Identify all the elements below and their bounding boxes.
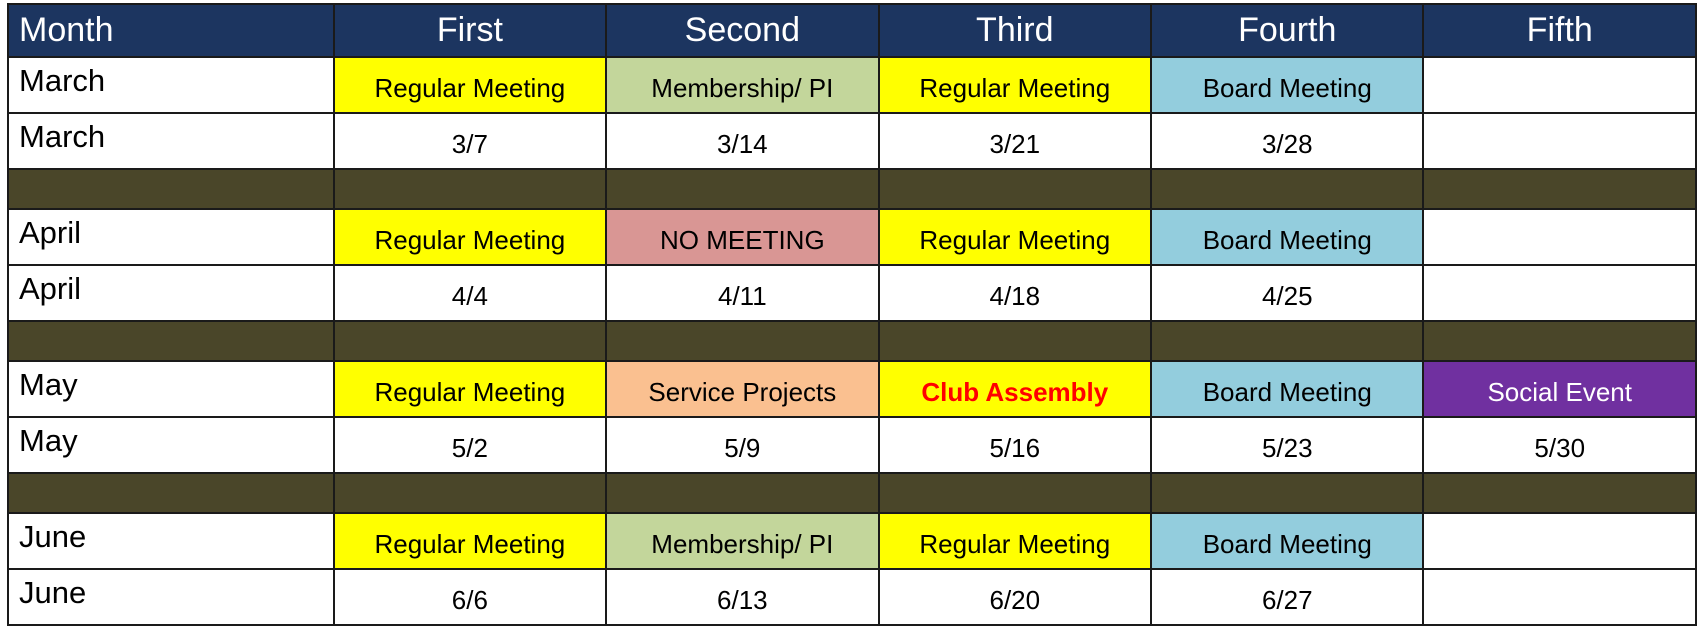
event-cell: Regular Meeting: [879, 209, 1151, 265]
date-cell: 3/28: [1151, 113, 1423, 169]
separator-cell: [1423, 169, 1696, 209]
date-cell: [1423, 113, 1696, 169]
event-cell: Social Event: [1423, 361, 1696, 417]
event-cell: Membership/ PI: [606, 57, 878, 113]
date-cell: 3/14: [606, 113, 878, 169]
date-cell: 3/21: [879, 113, 1151, 169]
date-cell: 6/13: [606, 569, 878, 625]
separator-cell: [334, 321, 606, 361]
date-cell: 5/9: [606, 417, 878, 473]
event-cell-highlight: Club Assembly: [879, 361, 1151, 417]
header-week-second: Second: [606, 4, 878, 57]
event-cell: Regular Meeting: [334, 513, 606, 569]
date-cell: [1423, 265, 1696, 321]
month-label: March: [8, 113, 334, 169]
separator-cell: [8, 321, 334, 361]
event-cell: [1423, 513, 1696, 569]
month-label: May: [8, 417, 334, 473]
event-cell: Board Meeting: [1151, 513, 1423, 569]
header-week-fourth: Fourth: [1151, 4, 1423, 57]
month-label: May: [8, 361, 334, 417]
date-cell: 5/2: [334, 417, 606, 473]
separator-cell: [8, 473, 334, 513]
separator-cell: [606, 321, 878, 361]
separator-cell: [334, 169, 606, 209]
month-label: June: [8, 513, 334, 569]
header-month: Month: [8, 4, 334, 57]
date-cell: 5/16: [879, 417, 1151, 473]
month-label: March: [8, 57, 334, 113]
separator-cell: [8, 169, 334, 209]
separator-cell: [879, 473, 1151, 513]
month-label: April: [8, 209, 334, 265]
meeting-schedule-table: [7, 3, 1697, 626]
separator-row: [8, 321, 1696, 361]
header-week-third: Third: [879, 4, 1151, 57]
date-cell: 6/27: [1151, 569, 1423, 625]
date-cell: 5/30: [1423, 417, 1696, 473]
april-date-row: [8, 265, 1696, 321]
march-date-row: [8, 113, 1696, 169]
separator-cell: [1151, 473, 1423, 513]
may-date-row: [8, 417, 1696, 473]
date-cell: 4/18: [879, 265, 1151, 321]
event-cell: NO MEETING: [606, 209, 878, 265]
event-cell: [1423, 57, 1696, 113]
event-cell: Service Projects: [606, 361, 878, 417]
month-label: April: [8, 265, 334, 321]
date-cell: 6/20: [879, 569, 1151, 625]
separator-cell: [606, 473, 878, 513]
date-cell: 5/23: [1151, 417, 1423, 473]
separator-cell: [606, 169, 878, 209]
event-cell: Regular Meeting: [334, 361, 606, 417]
date-cell: 4/25: [1151, 265, 1423, 321]
date-cell: 3/7: [334, 113, 606, 169]
separator-row: [8, 169, 1696, 209]
header-week-fifth: Fifth: [1423, 4, 1696, 57]
june-event-row: [8, 513, 1696, 569]
event-cell: Regular Meeting: [334, 57, 606, 113]
event-cell: Board Meeting: [1151, 57, 1423, 113]
separator-cell: [879, 169, 1151, 209]
header-week-first: First: [334, 4, 606, 57]
june-date-row: [8, 569, 1696, 625]
april-event-row: [8, 209, 1696, 265]
date-cell: 4/4: [334, 265, 606, 321]
event-cell: [1423, 209, 1696, 265]
date-cell: [1423, 569, 1696, 625]
separator-cell: [1151, 169, 1423, 209]
event-cell: Membership/ PI: [606, 513, 878, 569]
separator-cell: [879, 321, 1151, 361]
date-cell: 6/6: [334, 569, 606, 625]
event-cell: Board Meeting: [1151, 209, 1423, 265]
header-row: [8, 4, 1696, 57]
separator-cell: [1423, 473, 1696, 513]
may-event-row: [8, 361, 1696, 417]
separator-cell: [1151, 321, 1423, 361]
event-cell: Regular Meeting: [879, 57, 1151, 113]
march-event-row: [8, 57, 1696, 113]
date-cell: 4/11: [606, 265, 878, 321]
separator-cell: [334, 473, 606, 513]
event-cell: Regular Meeting: [334, 209, 606, 265]
event-cell: Regular Meeting: [879, 513, 1151, 569]
month-label: June: [8, 569, 334, 625]
separator-row: [8, 473, 1696, 513]
event-cell: Board Meeting: [1151, 361, 1423, 417]
separator-cell: [1423, 321, 1696, 361]
